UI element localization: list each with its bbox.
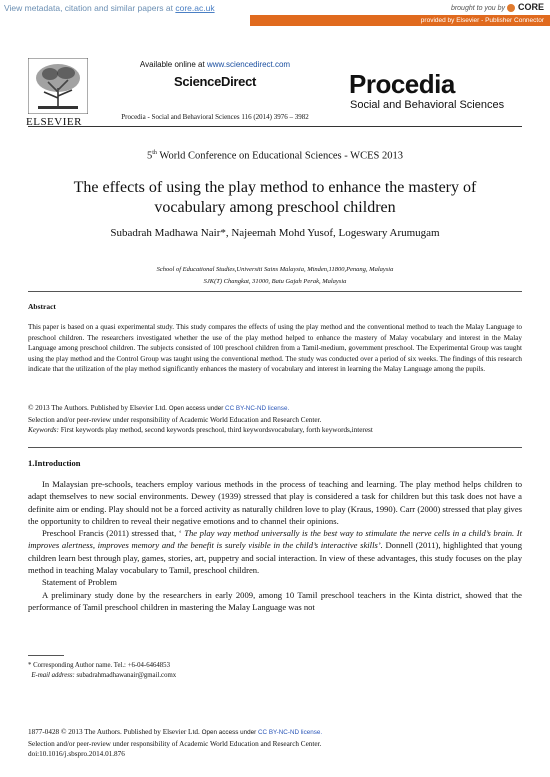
section-body bbox=[28, 478, 522, 613]
abstract-divider bbox=[28, 291, 522, 292]
abstract-text: This paper is based on a quasi experimental study. This study compares the effects of using the play method and the conventional method to teach the Malay Language to preschool children. The researchers investigated whether the use of the play method helped to enhance the mastery of Malay vocabulary and interest in the Malay Language among preschool children. The subjects consisted of 100 preschool children from a Tamil-medium, government preschool. The Experimental Group was taught using the play method and the Control Group was taught using the conventional method. The study was conducted over a period of six weeks. The findings of this research indicate that the utilization of the play method significantly enhances the mastery of vocabulary and interest in learning the Malay Language among the pupils. bbox=[28, 323, 522, 374]
copyright-block: © 2013 The Authors. Published by Elsevier Ltd. Open access under CC BY-NC-ND license. Selection and/or peer-review under responsibility of Academic World Education and Research Center. Keywords: First keywords play method, second keywords preschool, third keywordsvocabulary, forth keywords,interest bbox=[28, 404, 373, 434]
sciencedirect-logo: ScienceDirect bbox=[173, 74, 257, 89]
paragraph: Preschool Francis (2011) stressed that, ‘ The play way method universally is the best way to stimulate the nerve cells in a child’s brain. It improves alertness, improves memory and the benefit is surely visible in the child’s interactive skills’. Donnell (2011), highlighted that young children learn best through play, games, stories, art, puppetry and social interaction. In view of these advantages, this study focuses on the play method in teaching Malay vocabulary to Tamil, preschool children. bbox=[28, 528, 522, 576]
core-metadata-text: View metadata, citation and similar papers at core.ac.uk bbox=[4, 3, 215, 13]
footnote: * Corresponding Author name. Tel.: +6-04-6464853 E-mail address: subadrahmadhawanair@gmail.comx bbox=[28, 662, 177, 679]
keywords-divider bbox=[28, 447, 522, 448]
core-link[interactable]: core.ac.uk bbox=[175, 3, 215, 13]
license-link[interactable]: CC BY-NC-ND license. bbox=[225, 405, 290, 412]
authors: Subadrah Madhawa Nair*, Najeemah Mohd Yusof, Logeswary Arumugam bbox=[110, 227, 440, 239]
provided-by-bar[interactable]: provided by Elsevier - Publisher Connector bbox=[250, 15, 550, 26]
core-brought-by[interactable]: brought to you by CORE bbox=[450, 2, 544, 12]
journal-citation: Procedia - Social and Behavioral Sciences 116 (2014) 3976 – 3982 bbox=[121, 113, 309, 121]
core-banner bbox=[0, 0, 550, 26]
page-footer: 1877-0428 © 2013 The Authors. Published by Elsevier Ltd. Open access under CC BY-NC-ND license. Selection and/or peer-review under responsibility of Academic World Education and Research Center. doi:10.1016/j.sbspro.2014.01.876 bbox=[28, 728, 323, 758]
article-title: The effects of using the play method to enhance the mastery of vocabulary among preschool children bbox=[73, 179, 477, 216]
paragraph: A preliminary study done by the researchers in early 2009, among 10 Tamil preschool teachers in the Kinta district, showed that the performance of Tamil preschool children in mastering the Malay Language was not bbox=[28, 589, 522, 612]
header-divider bbox=[28, 126, 522, 127]
core-logo-icon bbox=[507, 4, 515, 12]
available-online: Available online at www.sciencedirect.com bbox=[139, 60, 291, 69]
publisher-name: ELSEVIER bbox=[26, 116, 82, 128]
sciencedirect-link[interactable]: www.sciencedirect.com bbox=[206, 60, 291, 69]
doi[interactable]: doi:10.1016/j.sbspro.2014.01.876 bbox=[28, 750, 125, 758]
footer-license-link[interactable]: CC BY-NC-ND license. bbox=[257, 729, 323, 736]
abstract-heading: Abstract bbox=[28, 302, 56, 311]
paragraph: In Malaysian pre-schools, teachers employ various methods in the process of teaching and learning. The play method helps children to adapt themselves to new social environments. Dewey (1939) stressed that play is considered a task for children but this task does not have a definite aim or ending. Play should not be a forced activity as naturally children love to play (Kraus, 1990). Carr (2000) stressed that play gives the opportunity to children to reveal their negative emotions and to channel their opinions. bbox=[28, 479, 522, 526]
conference-name: 5th World Conference on Educational Sciences - WCES 2013 bbox=[147, 150, 403, 162]
core-logo: CORE bbox=[517, 2, 544, 12]
procedia-title: Procedia bbox=[349, 69, 455, 99]
paragraph: Statement of Problem bbox=[42, 577, 117, 588]
footnote-divider bbox=[28, 655, 64, 656]
affiliations: School of Educational Studies,Universiti Sains Malaysia, Minden,11800,Penang, Malaysia SJK(T) Changkat, 31000, Batu Gajah Perak, Malaysia bbox=[156, 266, 394, 285]
section-heading: 1.Introduction bbox=[28, 458, 81, 468]
procedia-subtitle: Social and Behavioral Sciences bbox=[350, 99, 505, 111]
